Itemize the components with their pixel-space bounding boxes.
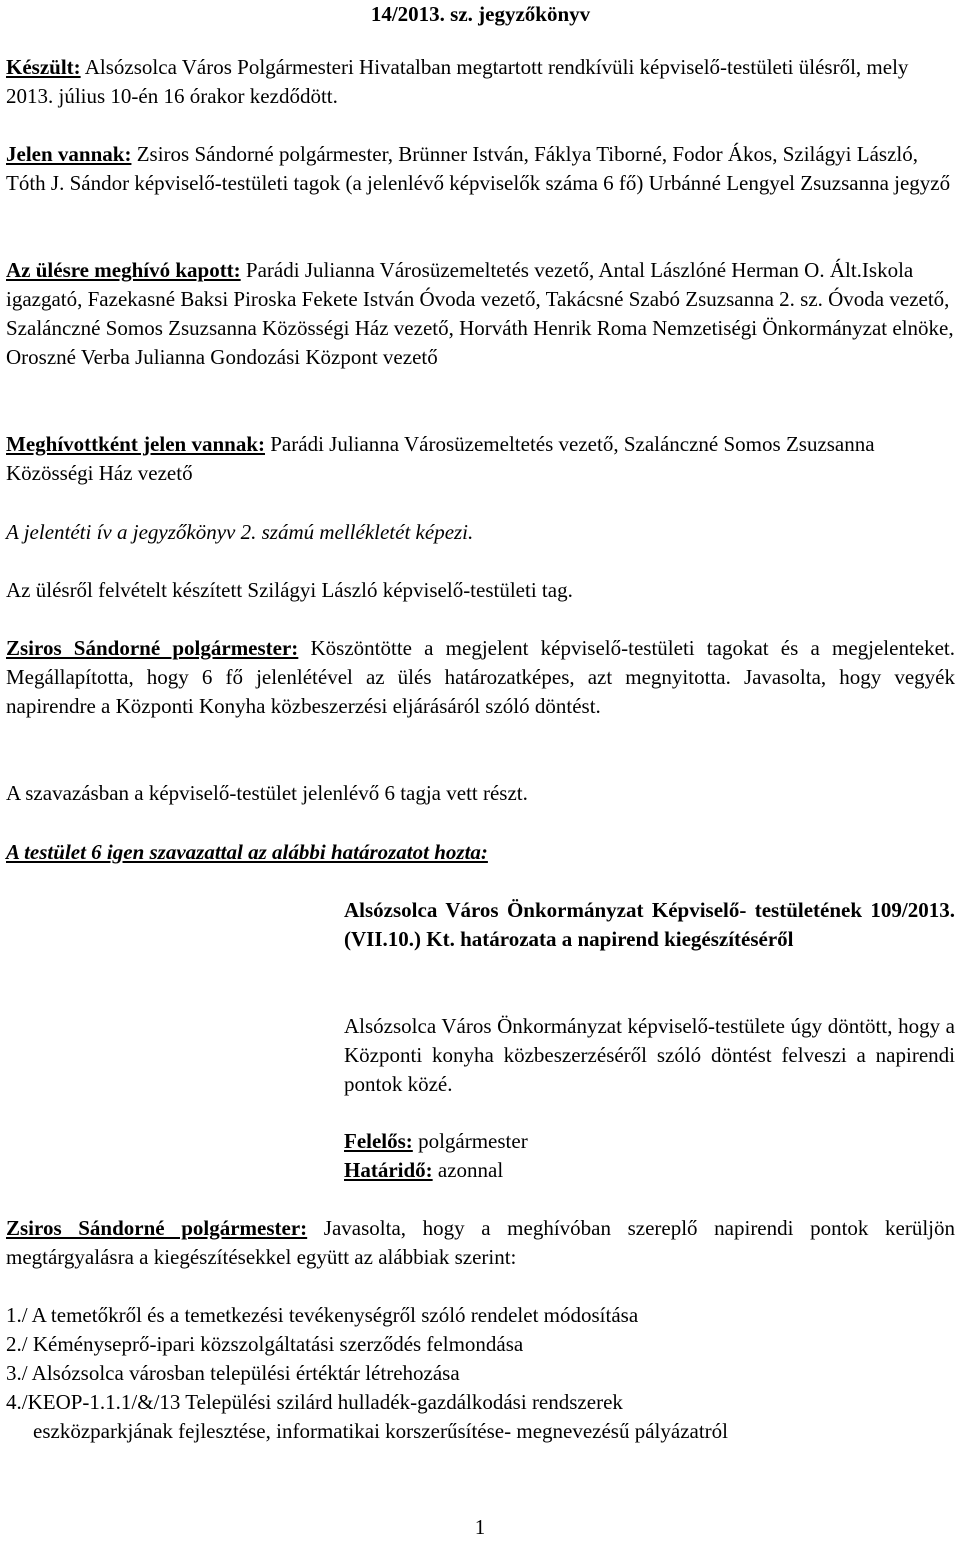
mayor-agenda-text: Javasolta, hogy a meghívóban szereplő napirendi pontok kerüljön megtárgyalásra a kiegészítésekkel együtt az alábbiak szerint: bbox=[6, 1216, 956, 1269]
recording-note: Az ülésről felvételt készített Szilágyi László képviselő-testületi tag. bbox=[6, 578, 573, 602]
vote-participation: A szavazásban a képviselő-testület jelenlévő 6 tagja vett részt. bbox=[6, 781, 528, 805]
agenda-item-4: 4./KEOP-1.1.1/&/13 Települési szilárd hulladék-gazdálkodási rendszerek bbox=[6, 1390, 623, 1414]
resolution-responsible bbox=[344, 1127, 955, 1156]
agenda-item-2: 2./ Kéményseprő-ipari közszolgáltatási szerződés felmondása bbox=[6, 1332, 524, 1356]
prepared-paragraph bbox=[6, 53, 955, 111]
present-paragraph bbox=[6, 140, 955, 198]
attendance-note: A jelentéti ív a jegyzőkönyv 2. számú mellékletét képezi. bbox=[6, 520, 474, 544]
page-number: 1 bbox=[474, 1515, 486, 1539]
prepared-label: Készült: bbox=[6, 55, 81, 79]
responsible-label: Felelős: bbox=[344, 1129, 413, 1153]
resolution-deadline bbox=[344, 1156, 955, 1185]
present-label: Jelen vannak: bbox=[6, 142, 132, 166]
agenda-item-1: 1./ A temetőkről és a temetkezési tevékenységről szóló rendelet módosítása bbox=[6, 1303, 639, 1327]
document-title: 14/2013. sz. jegyzőkönyv bbox=[370, 2, 591, 26]
mayor-opening-text: Köszöntötte a megjelent képviselő-testületi tagokat és a megjelenteket. Megállapította, hogy 6 fő jelenlétével az ülés határozatképes, azt megnyitotta. Javasolta, hogy vegyék napirendre a Központi Konyha közbeszerzési eljárásáról szóló döntést. bbox=[6, 636, 956, 718]
resolution-body: Alsózsolca Város Önkormányzat képviselő-testülete úgy döntött, hogy a Központi konyha közbeszerzéséről szóló döntést felveszi a napirendi pontok közé. bbox=[344, 1014, 955, 1096]
invited-label: Az ülésre meghívó kapott: bbox=[6, 258, 241, 282]
resolution-title: Alsózsolca Város Önkormányzat Képviselő- testületének 109/2013.(VII.10.) Kt. határozata a napirend kiegészítéséről bbox=[344, 898, 955, 951]
guests-label: Meghívottként jelen vannak: bbox=[6, 432, 265, 456]
agenda-item-3: 3./ Alsózsolca városban települési értéktár létrehozása bbox=[6, 1361, 460, 1385]
present-text: Zsiros Sándorné polgármester, Brünner István, Fáklya Tiborné, Fodor Ákos, Szilágyi László, Tóth J. Sándor képviselő-testületi tagok (a jelenlévő képviselők száma 6 fő) Urbánné Lengyel Zsuzsanna jegyző bbox=[6, 142, 951, 195]
mayor-agenda-paragraph bbox=[6, 1214, 955, 1272]
decision-intro: A testület 6 igen szavazattal az alábbi határozatot hozta: bbox=[6, 840, 488, 864]
invited-paragraph bbox=[6, 256, 955, 372]
mayor-agenda-label: Zsiros Sándorné polgármester: bbox=[6, 1216, 308, 1240]
mayor-opening-label: Zsiros Sándorné polgármester: bbox=[6, 636, 299, 660]
prepared-text: Alsózsolca Város Polgármesteri Hivatalban megtartott rendkívüli képviselő-testületi ülésről, mely 2013. július 10-én 16 órakor kezdődött. bbox=[6, 55, 909, 108]
agenda-item-4-continuation: eszközparkjának fejlesztése, informatikai korszerűsítése- megnevezésű pályázatról bbox=[33, 1419, 729, 1443]
invited-text: Parádi Julianna Városüzemeltetés vezető, Antal Lászlóné Herman O. Ált.Iskola igazgató, Fazekasné Baksi Piroska Fekete István Óvoda vezető, Takácsné Szabó Zsuzsanna 2. sz. Óvoda vezető, Szalánczné Somos Zsuzsanna Közösségi Ház vezető, Horváth Henrik Roma Nemzetiségi Önkormányzat elnöke, Oroszné Verba Julianna Gondozási Központ vezető bbox=[6, 258, 954, 369]
document-page bbox=[6, 0, 956, 1443]
deadline-label: Határidő: bbox=[344, 1158, 433, 1182]
deadline-value: azonnal bbox=[432, 1158, 504, 1182]
mayor-opening-paragraph bbox=[6, 634, 955, 721]
guests-text: Parádi Julianna Városüzemeltetés vezető, Szalánczné Somos Zsuzsanna Közösségi Ház vezető bbox=[6, 432, 875, 485]
agenda-list bbox=[6, 1301, 955, 1446]
guests-paragraph bbox=[6, 430, 955, 488]
responsible-value: polgármester bbox=[412, 1129, 528, 1153]
